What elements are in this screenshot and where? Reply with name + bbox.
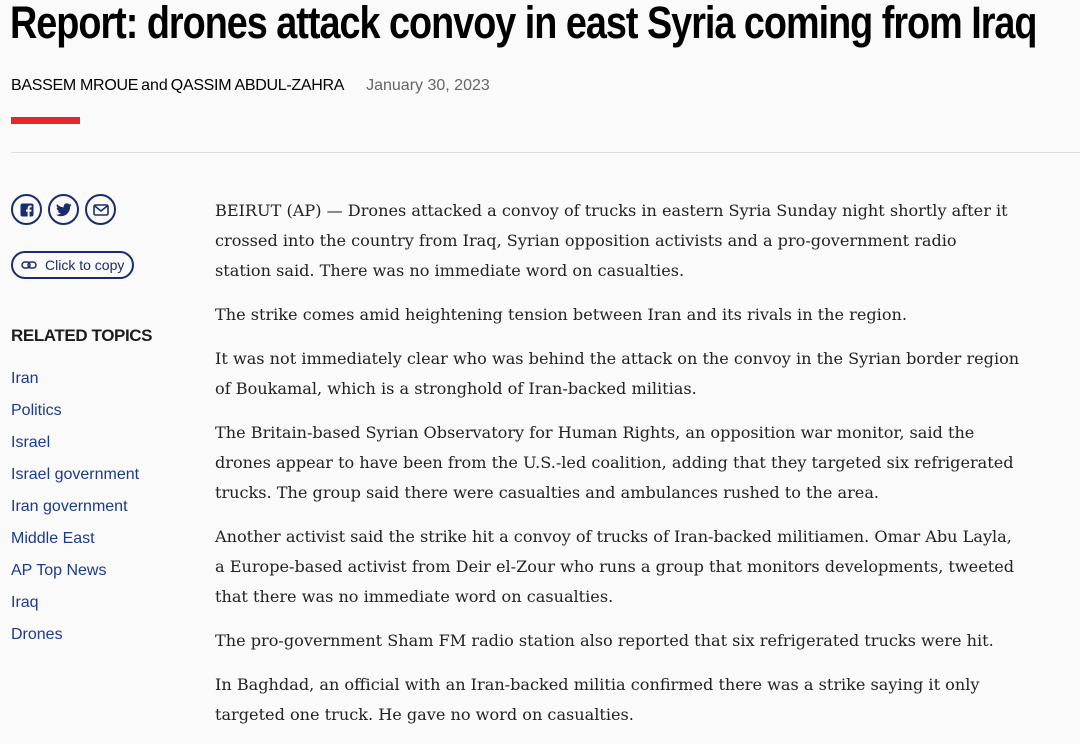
topic-link-israel[interactable]: Israel bbox=[11, 434, 51, 451]
article-paragraph bbox=[215, 670, 1075, 730]
article-body bbox=[215, 196, 1075, 744]
article-headline: Report: drones attack convoy in east Syria coming from Iraq bbox=[10, 0, 1037, 48]
twitter-icon bbox=[56, 203, 72, 217]
email-icon bbox=[93, 204, 109, 216]
author-link[interactable]: QASSIM ABDUL-ZAHRA bbox=[170, 77, 345, 94]
topic-link-iran[interactable]: Iran bbox=[11, 370, 39, 387]
paragraph-line: The Britain-based Syrian Observatory for Human Rights, an opposition war monitor, said the bbox=[215, 423, 975, 442]
paragraph-line: The strike comes amid heightening tension between Iran and its rivals in the region. bbox=[215, 305, 907, 324]
facebook-icon bbox=[20, 203, 34, 217]
paragraph-line: The pro-government Sham FM radio station also reported that six refrigerated trucks were hit. bbox=[215, 631, 994, 650]
article-paragraph bbox=[215, 418, 1075, 508]
related-topics-heading: RELATED TOPICS bbox=[11, 326, 153, 345]
article-paragraph bbox=[215, 300, 1075, 330]
facebook-share-button[interactable] bbox=[11, 194, 42, 225]
paragraph-line: crossed into the country from Iraq, Syrian opposition activists and a pro-government radio bbox=[215, 231, 957, 250]
paragraph-line: drones appear to have been from the U.S.-led coalition, adding that they targeted six refrigerated bbox=[215, 453, 1014, 472]
author-link[interactable]: BASSEM MROUE bbox=[11, 77, 139, 94]
paragraph-line: of Boukamal, which is a stronghold of Iran-backed militias. bbox=[215, 379, 697, 398]
link-icon bbox=[21, 260, 37, 270]
topic-link-ap-top-news[interactable]: AP Top News bbox=[11, 562, 107, 579]
twitter-share-button[interactable] bbox=[48, 194, 79, 225]
paragraph-line: It was not immediately clear who was behind the attack on the convoy in the Syrian border region bbox=[215, 349, 1020, 368]
article-paragraph bbox=[215, 344, 1075, 404]
topic-link-middle-east[interactable]: Middle East bbox=[11, 530, 95, 547]
accent-bar bbox=[11, 117, 80, 124]
article-paragraph bbox=[215, 522, 1075, 612]
article-paragraph bbox=[215, 196, 1075, 286]
paragraph-line: targeted one truck. He gave no word on casualties. bbox=[215, 705, 634, 724]
topic-link-politics[interactable]: Politics bbox=[11, 402, 62, 419]
email-share-button[interactable] bbox=[85, 194, 116, 225]
copy-link-label: Click to copy bbox=[45, 257, 125, 273]
header-divider bbox=[11, 152, 1080, 153]
copy-link-button[interactable] bbox=[11, 251, 134, 279]
paragraph-line: station said. There was no immediate word on casualties. bbox=[215, 261, 685, 280]
publish-date: January 30, 2023 bbox=[366, 77, 490, 94]
paragraph-line: BEIRUT (AP) — Drones attacked a convoy of trucks in eastern Syria Sunday night shortly after it bbox=[215, 201, 1008, 220]
topic-link-iraq[interactable]: Iraq bbox=[11, 594, 39, 611]
related-topics-list bbox=[11, 368, 139, 656]
paragraph-line: In Baghdad, an official with an Iran-backed militia confirmed there was a strike saying it only bbox=[215, 675, 980, 694]
topic-link-israel-government[interactable]: Israel government bbox=[11, 466, 140, 483]
paragraph-line: a Europe-based activist from Deir el-Zour who runs a group that monitors developments, tweeted bbox=[215, 557, 1015, 576]
paragraph-line: Another activist said the strike hit a convoy of trucks of Iran-backed militiamen. Omar Abu Layla, bbox=[215, 527, 1012, 546]
article-paragraph bbox=[215, 626, 1075, 656]
byline bbox=[11, 76, 490, 96]
topic-link-iran-government[interactable]: Iran government bbox=[11, 498, 128, 515]
sidebar bbox=[11, 194, 191, 643]
paragraph-line: trucks. The group said there were casualties and ambulances rushed to the area. bbox=[215, 483, 880, 502]
topic-link-drones[interactable]: Drones bbox=[11, 626, 63, 643]
share-buttons bbox=[11, 194, 191, 225]
paragraph-line: that there was no immediate word on casualties. bbox=[215, 587, 614, 606]
byline-connector: and bbox=[141, 77, 168, 94]
